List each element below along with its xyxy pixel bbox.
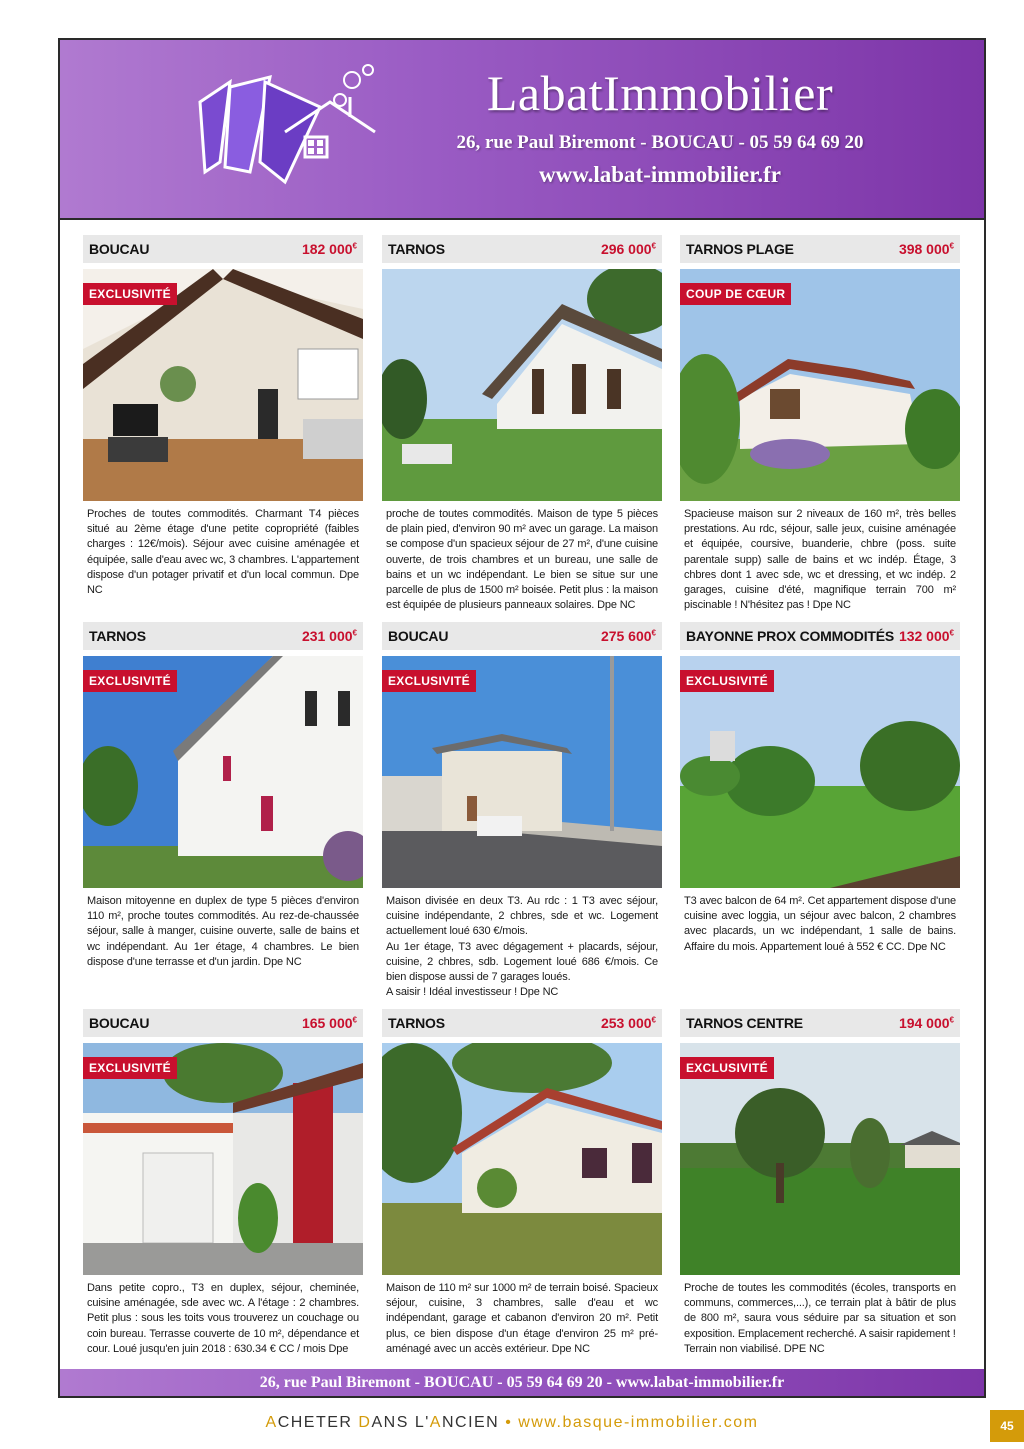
listing-price: 194 000€ — [898, 1015, 954, 1031]
listing-price: 231 000€ — [301, 628, 357, 644]
coup-de-coeur-badge: COUP DE CŒUR — [680, 283, 791, 305]
listing-description: proche de toutes commodités. Maison de type 5 pièces de plain pied, d'environ 90 m² avec un garage. La maison se compose d'un spacieux séjour de 27 m², d'une cuisine ouverte, de trois chambres et un bureau, une salle de bains et un wc indépendant. Le bien se situe sur une parcelle de plus de 1500 m² boisée. Petit plus : la maison est équipée de plusieurs panneaux solaires. Dpe NC — [386, 508, 658, 612]
house-photo — [382, 269, 662, 501]
listing-city: BOUCAU — [89, 1015, 150, 1031]
listing-price: 132 000€ — [898, 628, 954, 644]
listing-city: TARNOS CENTRE — [686, 1015, 803, 1031]
agency-name: LabatImmobilier — [486, 65, 834, 121]
listing-photo[interactable] — [83, 656, 363, 888]
listing-city: TARNOS PLAGE — [686, 241, 794, 257]
listing-photo[interactable] — [382, 656, 662, 888]
listing-description: Dans petite copro., T3 en duplex, séjour, cheminée, cuisine aménagée, sde avec wc. A l'étage : 2 chambres. Petit plus : sous les toits vous trouverez un couchage ou coin bureau. Terrasse couverte de 10 m², dépendance et cour. Loué jusqu'en juin 2018 : 630.34 € CC / mois Dpe — [87, 1282, 359, 1355]
listing-description: Spacieuse maison sur 2 niveaux de 160 m², très belles prestations. Au rdc, séjour, salle jeux, cuisine aménagée et équipée, coursive, buanderie, chbre (poss. suite parentale supp) salle de bains et wc indép. Étage, 3 chbres dont 1 avec sde, wc et dressing, et wc indép. 2 garages, cuisine d'été, magnifique terrain 700 m² piscinable ! N'hésitez pas ! Dpe NC — [684, 508, 956, 612]
listing-photo[interactable] — [680, 1043, 960, 1275]
listing-city: TARNOS — [388, 1015, 445, 1031]
agency-address: 26, rue Paul Biremont - BOUCAU - 05 59 64 69 20 — [456, 132, 864, 153]
exclusivity-badge: EXCLUSIVITÉ — [680, 1057, 774, 1079]
listing-photo[interactable] — [382, 269, 662, 501]
listing-description: Maison divisée en deux T3. Au rdc : 1 T3 avec séjour, cuisine indépendante, 2 chbres, sde et wc. Logement actuellement loué 630 €/mois. Au 1er étage, T3 avec dégagement + placards, séjour, cuisine, 2 chbres, sdb. Logement loué 686 €/mois. Ce bien dispose aussi de 7 garages loués. A saisir ! Idéal investisseur ! Dpe NC — [386, 895, 658, 999]
listing-photo[interactable] — [83, 269, 363, 501]
exclusivity-badge: EXCLUSIVITÉ — [83, 670, 177, 692]
listing-header — [680, 1009, 960, 1037]
listing-city: TARNOS — [89, 628, 146, 644]
exclusivity-badge: EXCLUSIVITÉ — [382, 670, 476, 692]
listing-card[interactable] — [83, 622, 363, 970]
page-number: 45 — [990, 1410, 1024, 1442]
listing-city: BOUCAU — [388, 628, 449, 644]
listing-photo[interactable] — [83, 1043, 363, 1275]
listing-city: TARNOS — [388, 241, 445, 257]
house-photo — [382, 1043, 662, 1275]
listing-price: 253 000€ — [600, 1015, 656, 1031]
listing-description: Proche de toutes les commodités (écoles, transports en communs, commerces,...), ce terrain plat à bâtir de plus de 800 m², saura vous séduire par sa situation et son exposition. Emplacement recherché. A saisir rapidement ! Terrain non viabilisé. DPE NC — [684, 1282, 956, 1355]
magazine-tagline: ACHETER DANS L'ANCIEN • www.basque-immobilier.com — [265, 1414, 759, 1431]
listing-photo[interactable] — [680, 656, 960, 888]
listing-header — [680, 622, 960, 650]
tagline-bullet: • — [505, 1414, 513, 1431]
listing-header — [382, 622, 662, 650]
listing-header — [83, 622, 363, 650]
listing-price: 398 000€ — [898, 241, 954, 257]
exclusivity-badge: EXCLUSIVITÉ — [83, 283, 177, 305]
listing-description: T3 avec balcon de 64 m². Cet appartement dispose d'une cuisine avec loggia, un séjour avec balcon, 2 chambres avec placards, un wc indépendant, 1 salle de bains. Affaire du mois. Appartement loué à 552 € CC. Dpe NC — [684, 895, 956, 953]
listing-card[interactable] — [83, 235, 363, 598]
agency-footer-band: 26, rue Paul Biremont - BOUCAU - 05 59 64 69 20 - www.labat-immobilier.fr — [60, 1369, 984, 1396]
listing-description: Maison mitoyenne en duplex de type 5 pièces d'environ 110 m², proche toutes commodités. Au rez-de-chaussée séjour, salle à manger, cuisine ouverte, salle de bains et wc indépendant. Au 1er étage, 4 chambres. Le bien dispose d'une terrasse et d'un jardin. Dpe NC — [87, 895, 359, 968]
listing-photo[interactable] — [382, 1043, 662, 1275]
listing-price: 165 000€ — [301, 1015, 357, 1031]
listing-header — [382, 235, 662, 263]
listing-city: BAYONNE PROX COMMODITÉS — [686, 628, 895, 644]
listing-price: 182 000€ — [301, 241, 357, 257]
listing-header — [382, 1009, 662, 1037]
listing-header — [83, 1009, 363, 1037]
listing-card[interactable] — [680, 1009, 960, 1357]
listing-description: Proches de toutes commodités. Charmant T4 pièces situé au 2ème étage d'une petite copropriété (faibles charges : 12€/mois). Séjour avec cuisine aménagée et équipée, salle d'eau avec wc, 3 chambres. L'appartement dispose d'un potager privatif et d'un local commun. Dpe NC — [87, 508, 359, 597]
listing-description: Maison de 110 m² sur 1000 m² de terrain boisé. Spacieux séjour, cuisine, 3 chambres, salle d'eau et wc indépendant, garage et cabanon d'environ 20 m². Petit plus, ce bien dispose d'un étage d'environ 25 m² pré-aménagé avec un accès extérieur. Dpe NC — [386, 1282, 658, 1355]
magazine-website[interactable]: www.basque-immobilier.com — [518, 1414, 759, 1431]
agency-website[interactable]: www.labat-immobilier.fr — [539, 162, 781, 187]
listing-card[interactable] — [83, 1009, 363, 1357]
listing-card[interactable] — [382, 1009, 662, 1357]
listing-header — [83, 235, 363, 263]
page-frame — [58, 38, 986, 1398]
listing-card[interactable] — [680, 235, 960, 613]
agency-header — [60, 40, 984, 220]
listing-card[interactable] — [382, 622, 662, 1000]
listing-price: 296 000€ — [600, 241, 656, 257]
exclusivity-badge: EXCLUSIVITÉ — [680, 670, 774, 692]
exclusivity-badge: EXCLUSIVITÉ — [83, 1057, 177, 1079]
listing-header — [680, 235, 960, 263]
listing-card[interactable] — [382, 235, 662, 613]
listing-city: BOUCAU — [89, 241, 150, 257]
listing-photo[interactable] — [680, 269, 960, 501]
listing-card[interactable] — [680, 622, 960, 955]
listing-price: 275 600€ — [600, 628, 656, 644]
agency-logo — [190, 62, 390, 202]
